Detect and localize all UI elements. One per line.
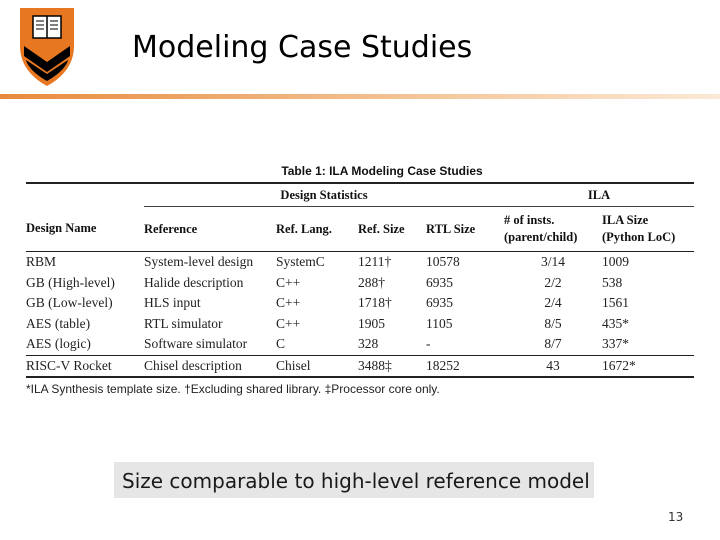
cell-ila-size: 1561 — [602, 295, 629, 311]
table-row-rocket — [26, 356, 694, 378]
cell-insts: 43 — [546, 357, 560, 373]
table-footnote: *ILA Synthesis template size. †Excluding shared library. ‡Processor core only. — [26, 382, 440, 396]
title-divider — [0, 94, 720, 99]
cell-ref-lang: SystemC — [276, 254, 325, 270]
cell-reference: Halide description — [144, 274, 244, 290]
cell-ref-size: 328 — [358, 336, 379, 352]
cell-ref-lang: Chisel — [276, 357, 311, 373]
table-row — [26, 334, 694, 355]
callout-box — [114, 462, 594, 498]
cell-rtl-size: - — [426, 336, 431, 352]
ila-size-header-line2: (Python LoC) — [602, 230, 676, 244]
cell-ref-size: 3488‡ — [358, 357, 392, 373]
cell-insts: 8/5 — [544, 315, 562, 331]
cell-rtl-size: 18252 — [426, 357, 460, 373]
cell-ref-lang: C++ — [276, 274, 301, 290]
cell-ila-size: 1009 — [602, 254, 629, 270]
cell-ref-size: 288† — [358, 274, 385, 290]
insts-header-line2: (parent/child) — [504, 230, 578, 244]
table-row — [26, 252, 694, 273]
cell-ila-size: 435* — [602, 315, 629, 331]
table-row — [26, 273, 694, 294]
cell-reference: System-level design — [144, 254, 254, 270]
column-header-design-name: Design Name — [26, 221, 97, 236]
cell-ila-size: 538 — [602, 274, 623, 290]
cell-rtl-size: 10578 — [426, 254, 460, 270]
slide-title: Modeling Case Studies — [132, 30, 473, 65]
column-header-reference: Reference — [144, 221, 198, 236]
page-number: 13 — [668, 510, 684, 524]
cell-reference: Software simulator — [144, 336, 248, 352]
column-header-ila-size — [602, 207, 694, 252]
cell-reference: Chisel description — [144, 357, 242, 373]
group-header-design-statistics: Design Statistics — [144, 184, 504, 207]
cell-design-name: RISC-V Rocket — [26, 357, 112, 373]
column-header-rtl-size: RTL Size — [426, 221, 476, 236]
case-studies-table-figure — [26, 160, 698, 396]
cell-design-name: AES (table) — [26, 315, 91, 331]
column-header-insts — [504, 207, 602, 252]
table-row — [26, 293, 694, 314]
callout-text: Size comparable to high-level reference model — [122, 469, 590, 493]
cell-insts: 3/14 — [540, 254, 565, 270]
cell-ila-size: 1672* — [602, 357, 636, 373]
cell-ref-lang: C — [276, 336, 286, 352]
cell-ila-size: 337* — [602, 336, 629, 352]
cell-insts: 2/4 — [544, 295, 562, 311]
cell-design-name: AES (logic) — [26, 336, 91, 352]
cell-design-name: GB (Low-level) — [26, 295, 113, 311]
cell-insts: 8/7 — [544, 336, 562, 352]
table-row — [26, 314, 694, 335]
cell-rtl-size: 1105 — [426, 315, 453, 331]
cell-ref-lang: C++ — [276, 315, 301, 331]
cell-insts: 2/2 — [544, 274, 562, 290]
group-header-ila: ILA — [504, 184, 694, 207]
column-header-ref-size: Ref. Size — [358, 221, 405, 236]
column-header-ref-lang: Ref. Lang. — [276, 221, 332, 236]
ila-size-header-line1: ILA Size — [602, 213, 649, 227]
table-caption: Table 1: ILA Modeling Case Studies — [281, 164, 483, 178]
cell-ref-size: 1905 — [358, 315, 385, 331]
cell-reference: RTL simulator — [144, 315, 223, 331]
cell-ref-lang: C++ — [276, 295, 301, 311]
case-studies-table — [26, 182, 694, 378]
cell-rtl-size: 6935 — [426, 274, 453, 290]
insts-header-line1: # of insts. — [504, 213, 555, 227]
cell-ref-size: 1718† — [358, 295, 392, 311]
cell-reference: HLS input — [144, 295, 201, 311]
princeton-shield-icon — [18, 6, 76, 88]
cell-design-name: GB (High-level) — [26, 274, 115, 290]
cell-design-name: RBM — [26, 254, 57, 270]
cell-rtl-size: 6935 — [426, 295, 453, 311]
cell-ref-size: 1211† — [358, 254, 392, 270]
